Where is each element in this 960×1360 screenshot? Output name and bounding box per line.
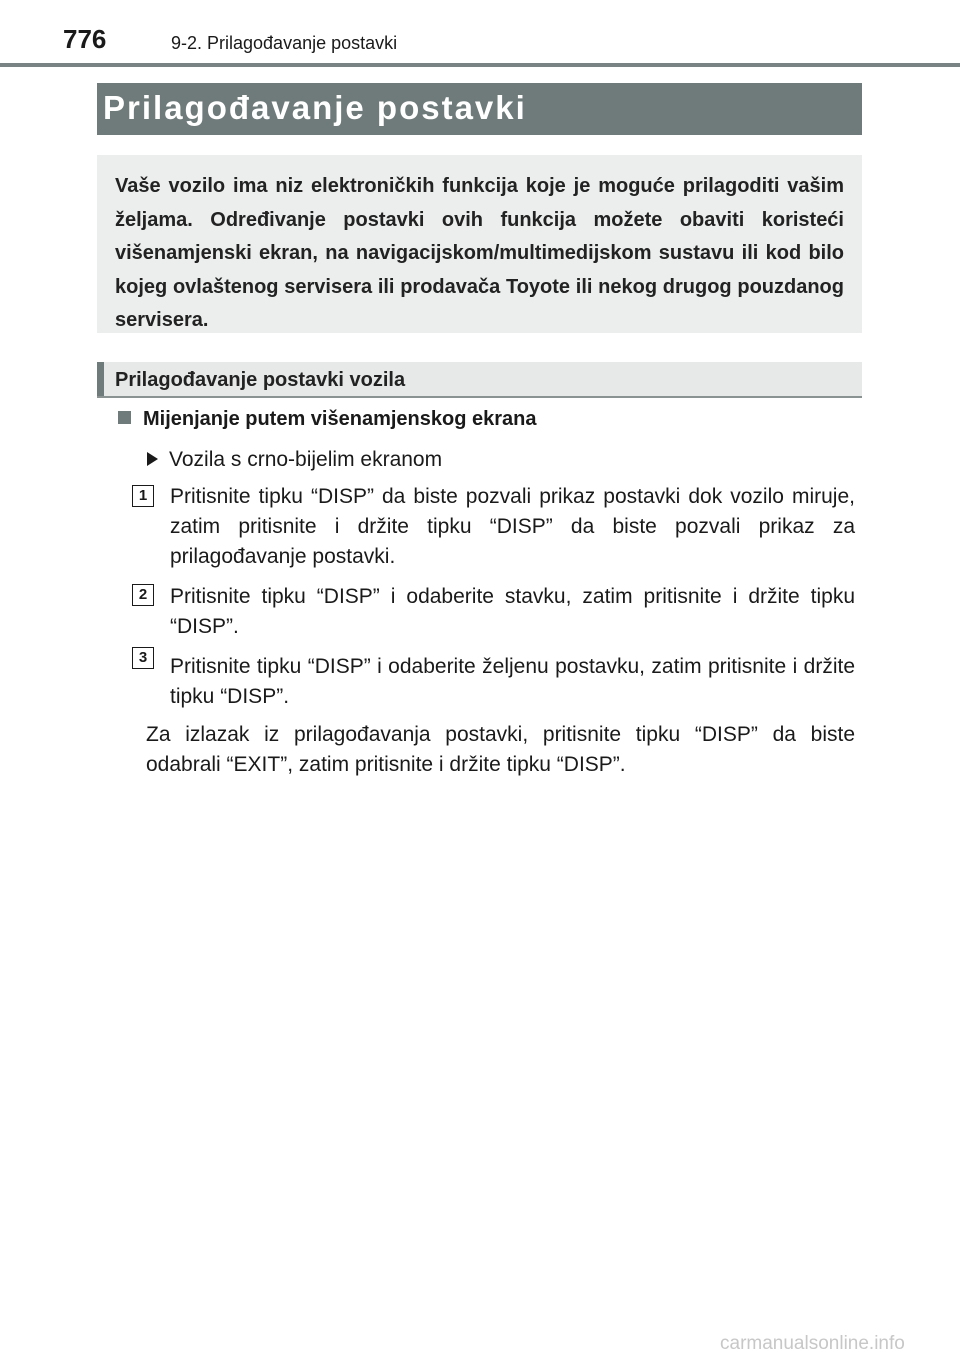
step-badge-1: 1 <box>132 485 154 507</box>
step-text-3: Pritisnite tipku “DISP” i odaberite željenu postavku, zatim pritisnite i držite tipku “DISP”. <box>170 655 855 708</box>
vehicle-type-label: Vozila s crno-bijelim ekranom <box>169 448 443 471</box>
triangle-bullet-icon <box>147 452 158 466</box>
step-badge-2: 2 <box>132 584 154 606</box>
running-head: 9-2. Prilagođavanje postavki <box>171 33 398 53</box>
step-badge-3: 3 <box>132 647 154 669</box>
page-title: Prilagođavanje postavki <box>103 89 527 126</box>
page-number: 776 <box>63 24 107 54</box>
subheading <box>118 408 536 431</box>
header-rule <box>0 63 960 67</box>
subheading-label: Mijenjanje putem višenamjenskog ekrana <box>143 408 537 430</box>
title-bar <box>97 83 862 135</box>
intro-text: Vaše vozilo ima niz elektroničkih funkcija koje je moguće prilagoditi vašim željama. Određivanje postavki ovih funkcija možete obaviti koristeći višenamjenski ekran, na navigacijskom/multimedijskom sustavu ili kod bilo kojeg ovlaštenog servisera ili prodavača Toyote ili nekog drugog pouzdanog servisera. <box>115 175 844 331</box>
watermark: carmanualsonline.info <box>720 1333 905 1354</box>
step-text-2: Pritisnite tipku “DISP” i odaberite stavku, zatim pritisnite i držite tipku “DISP”. <box>170 585 855 638</box>
square-bullet-icon <box>118 411 131 424</box>
step-text-1: Pritisnite tipku “DISP” da biste pozvali prikaz postavki dok vozilo miruje, zatim pritisnite i držite tipku “DISP” da biste pozvali prikaz za prilagođavanje postavki. <box>170 485 855 568</box>
section-heading-bar <box>97 362 104 396</box>
exit-note: Za izlazak iz prilagođavanja postavki, pritisnite tipku “DISP” da biste odabrali “EXIT”, zatim pritisnite i držite tipku “DISP”. <box>146 723 855 776</box>
section-heading-label: Prilagođavanje postavki vozila <box>115 369 406 391</box>
section-heading <box>97 362 862 398</box>
vehicle-type <box>147 448 442 472</box>
intro-box <box>97 155 862 333</box>
